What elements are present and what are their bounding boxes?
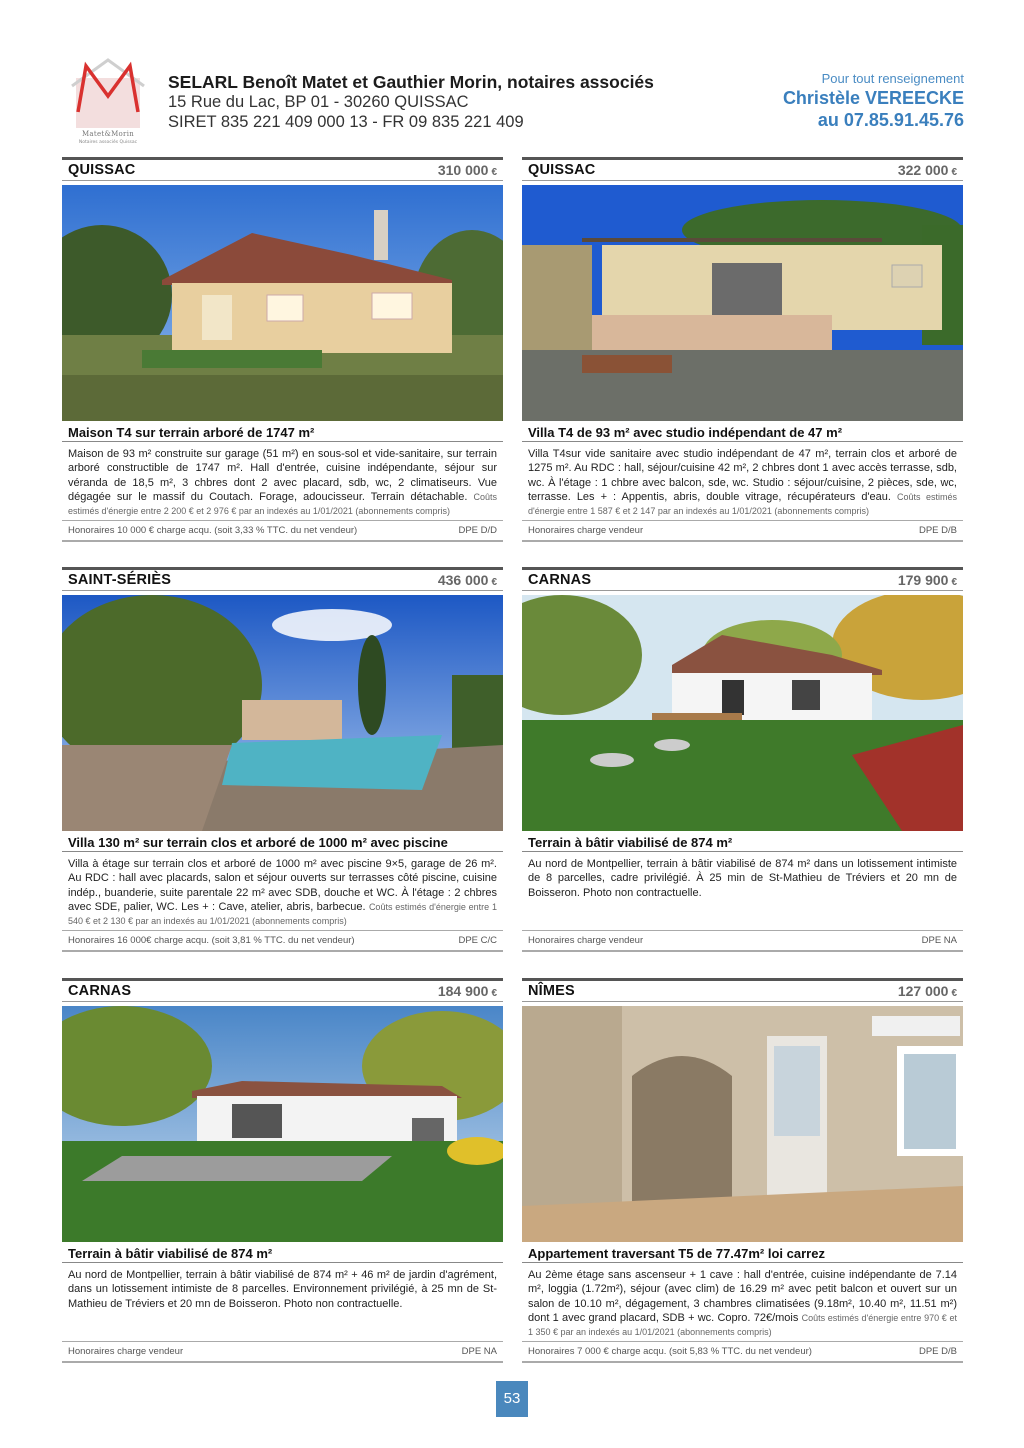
logo-name: Matet&Morin bbox=[81, 130, 135, 138]
contact-block bbox=[783, 70, 964, 131]
firm-info bbox=[168, 72, 728, 132]
listing-price: 322 000 € bbox=[897, 162, 957, 178]
listing-fees: Honoraires charge vendeur bbox=[68, 1346, 184, 1357]
energy-costs: Coûts estimés d'énergie entre 1 540 € et 2 130 € par an indexés au 1/01/2021 (abonnements compris) bbox=[68, 901, 497, 927]
listing-photo-villa bbox=[522, 185, 963, 421]
firm-siret: SIRET 835 221 409 000 13 - FR 09 835 221 409 bbox=[168, 113, 524, 131]
listing-footer bbox=[522, 520, 963, 542]
listing-footer bbox=[62, 930, 503, 952]
listing-fees: Honoraires 10 000 € charge acqu. (soit 3,33 % TTC. du net vendeur) bbox=[68, 525, 358, 536]
listing-fees: Honoraires 7 000 € charge acqu. (soit 5,83 % TTC. du net vendeur) bbox=[528, 1346, 812, 1357]
listing-header bbox=[62, 157, 503, 181]
listing-price: 436 000 € bbox=[437, 572, 497, 588]
listing-footer bbox=[522, 930, 963, 952]
listing-price: 179 900 € bbox=[897, 572, 957, 588]
listing-dpe: DPE D/B bbox=[918, 1346, 957, 1357]
listing-title: Villa 130 m² sur terrain clos et arboré de 1000 m² avec piscine bbox=[62, 832, 503, 852]
listing-header bbox=[522, 157, 963, 181]
listing-photo-house bbox=[62, 185, 503, 421]
contact-name: Christèle VEREECKE bbox=[782, 88, 964, 108]
listing-city: CARNAS bbox=[68, 983, 132, 999]
listing-description: Au 2ème étage sans ascenseur + 1 cave : hall d'entrée, cuisine indépendante de 7.14 m², loggia (1.72m²), séjour (avec clim) de 16.29 m² avec petit balcon et ouvert sur un salon de 10.10 m², dégagement, 3 chambres climatisées (9.18m², 10.40 m², 11.51 m²) dont 1 avec grand placard, SDB + wc. Copro. 72€/mois Coûts estimés d'énergie entre 970 € et 1 350 € par an indexés au 1/01/2021 (abonnements compris) bbox=[528, 1269, 958, 1338]
listing-photo-rendering bbox=[62, 1006, 503, 1242]
listing-fees: Honoraires 16 000€ charge acqu. (soit 3,81 % TTC. du net vendeur) bbox=[68, 935, 355, 946]
listing-dpe: DPE D/B bbox=[918, 525, 957, 536]
listing-title: Villa T4 de 93 m² avec studio indépendant de 47 m² bbox=[522, 422, 963, 442]
listing-footer bbox=[62, 520, 503, 542]
listing-card[interactable] bbox=[62, 567, 503, 952]
listing-fees: Honoraires charge vendeur bbox=[528, 935, 644, 946]
listing-card[interactable] bbox=[62, 157, 503, 542]
listing-city: SAINT-SÉRIÈS bbox=[68, 572, 172, 588]
listing-title: Terrain à bâtir viabilisé de 874 m² bbox=[522, 832, 963, 852]
energy-costs: Coûts estimés d'énergie entre 2 200 € et 2 976 € par an indexés au 1/01/2021 (abonnements compris) bbox=[68, 491, 497, 517]
energy-costs: Coûts estimés d'énergie entre 1 587 € et 2 147 par an indexés au 1/01/2021 (abonnements compris) bbox=[528, 491, 957, 517]
listing-photo-rendering bbox=[522, 595, 963, 831]
house-m-logo-icon bbox=[62, 56, 154, 128]
listing-description: Villa à étage sur terrain clos et arboré de 1000 m² avec piscine 9×5, garage de 26 m². Au RDC : hall avec placards, salon et séjour ouverts sur terrasses côté piscine, cuisine indép., buanderie, suite parentale 22 m² avec SDB, douche et WC. À l'étage : 2 chbres avec SDE, palier, WC. Les + : Cave, atelier, abris, barbecue. Coûts estimés d'énergie entre 1 540 € et 2 130 € par an indexés au 1/01/2021 (abonnements compris) bbox=[68, 858, 497, 927]
listing-city: CARNAS bbox=[528, 572, 592, 588]
listing-description: Maison de 93 m² construite sur garage (51 m²) en sous-sol et vide-sanitaire, sur terrain arboré constructible de 1747 m². Hall d'entrée, cuisine indépendante, séjour sur véranda de 18,5 m², 3 chbres dont 2 avec placard, sdb, wc, 2 climatiseurs. Vue dégagée sur le massif du Coutach. Forage, adoucisseur. Terrain détachable. Coûts estimés d'énergie entre 2 200 € et 2 976 € par an indexés au 1/01/2021 (abonnements compris) bbox=[68, 448, 497, 517]
energy-costs: Coûts estimés d'énergie entre 970 € et 1 350 € par an indexés au 1/01/2021 (abonnements compris) bbox=[528, 1312, 958, 1338]
listing-price: 127 000 € bbox=[897, 983, 957, 999]
listing-city: QUISSAC bbox=[528, 162, 596, 178]
listing-description: Villa T4sur vide sanitaire avec studio indépendant de 47 m², terrain clos et arboré de 1275 m². Au RDC : hall, séjour/cuisine 42 m², 2 chbres dont 1 avec accès terrasse, sdb, wc. À l'étage : 1 chbre avec balcon, sde, wc. Studio : séjour/cuisine, 2 pièces, sde, wc, terrasse. Les + : Appentis, abris, double vitrage, récupérateurs d'eau. Coûts estimés d'énergie entre 1 587 € et 2 147 par an indexés au 1/01/2021 (abonnements compris) bbox=[528, 448, 957, 517]
listing-footer bbox=[62, 1341, 503, 1363]
listing-city: QUISSAC bbox=[68, 162, 136, 178]
listing-card[interactable] bbox=[522, 567, 963, 952]
firm-name: SELARL Benoît Matet et Gauthier Morin, notaires associés bbox=[168, 72, 654, 92]
listing-photo-apartment bbox=[522, 1006, 963, 1242]
listing-card[interactable] bbox=[522, 157, 963, 542]
contact-phone[interactable]: au 07.85.91.45.76 bbox=[817, 110, 964, 130]
listing-card[interactable] bbox=[522, 978, 963, 1363]
listing-card[interactable] bbox=[62, 978, 503, 1363]
listing-price: 184 900 € bbox=[437, 983, 497, 999]
listing-photo-pool bbox=[62, 595, 503, 831]
listing-dpe: DPE C/C bbox=[458, 935, 497, 946]
listing-header bbox=[522, 978, 963, 1002]
listing-dpe: DPE NA bbox=[921, 935, 957, 946]
contact-label: Pour tout renseignement bbox=[821, 71, 964, 86]
listing-title: Maison T4 sur terrain arboré de 1747 m² bbox=[62, 422, 503, 442]
listing-price: 310 000 € bbox=[437, 162, 497, 178]
firm-address: 15 Rue du Lac, BP 01 - 30260 QUISSAC bbox=[168, 93, 469, 111]
listing-dpe: DPE D/D bbox=[458, 525, 497, 536]
listing-footer bbox=[522, 1341, 963, 1363]
listing-title: Appartement traversant T5 de 77.47m² loi carrez bbox=[522, 1243, 963, 1263]
listing-fees: Honoraires charge vendeur bbox=[528, 525, 644, 536]
listing-city: NÎMES bbox=[528, 983, 575, 999]
listing-header bbox=[62, 978, 503, 1002]
logo-subtitle: Notaires associés Quissac bbox=[78, 140, 138, 145]
listing-header bbox=[62, 567, 503, 591]
notary-logo bbox=[62, 56, 154, 152]
page-number: 53 bbox=[496, 1381, 528, 1417]
listing-title: Terrain à bâtir viabilisé de 874 m² bbox=[62, 1243, 503, 1263]
listing-description: Au nord de Montpellier, terrain à bâtir viabilisé de 874 m² + 46 m² de jardin d'agrément, dans un lotissement intimiste de 8 parcelles. Environnement privilégié, à 25 mn de St-Mathieu de Tréviers et 20 mn de Boisseron. Photo non contractuelle. bbox=[68, 1269, 497, 1310]
listing-dpe: DPE NA bbox=[461, 1346, 497, 1357]
listing-description: Au nord de Montpellier, terrain à bâtir viabilisé de 874 m² dans un lotissement intimiste de 8 parcelles, cadre privilégié. À 25 min de St-Mathieu de Tréviers et 20 mn de Boisseron. Photo non contractuelle. bbox=[528, 858, 957, 899]
listing-header bbox=[522, 567, 963, 591]
